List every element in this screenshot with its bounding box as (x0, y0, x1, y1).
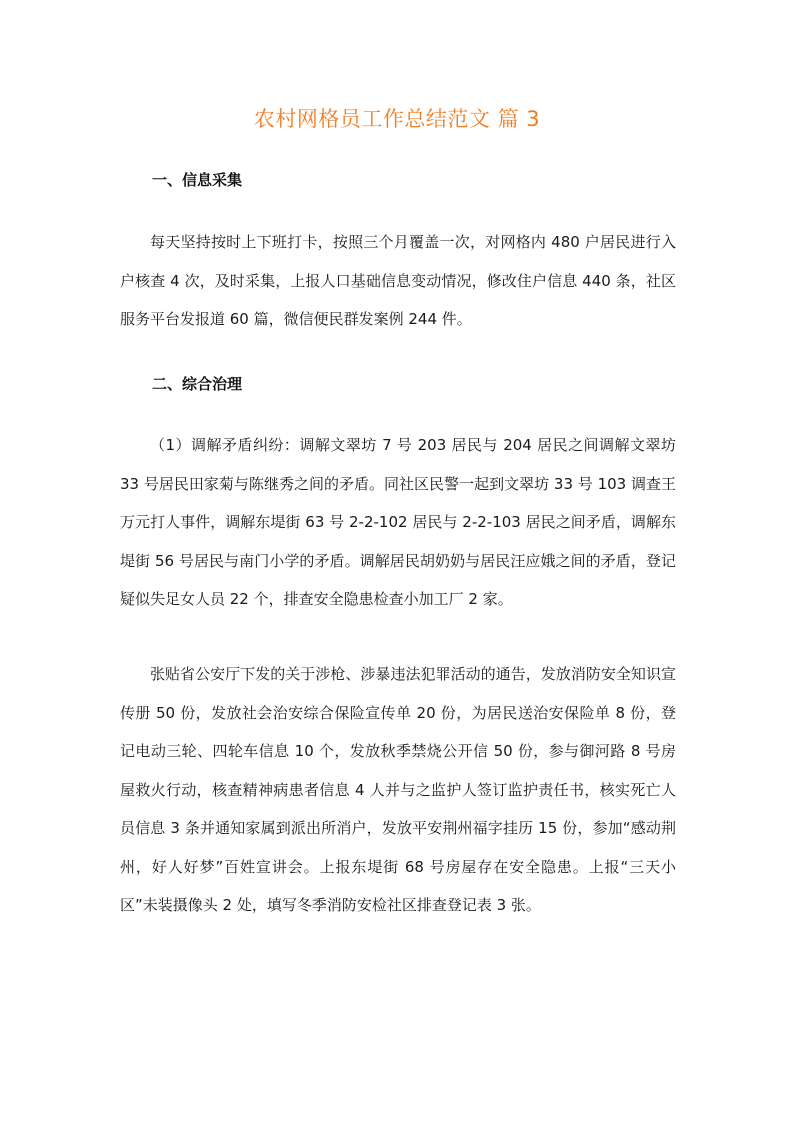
paragraph-info-collection: 每天坚持按时上下班打卡，按照三个月覆盖一次，对网格内 480 户居民进行入户核查 4 次，及时采集，上报人口基础信息变动情况，修改住户信息 440 条，社区服务平台发报道 60 篇，微信便民群发案例 244 件。 (120, 233, 676, 328)
document-title: 农村网格员工作总结范文 篇 3 (253, 107, 541, 131)
paragraph-dispute-mediation: （1）调解矛盾纠纷：调解文翠坊 7 号 203 居民与 204 居民之间调解文翠坊 33 号居民田家菊与陈继秀之间的矛盾。同社区民警一起到文翠坊 33 号 103 调查王万元打人事件，调解东堤街 63 号 2-2-102 居民与 2-2-103 居民之间矛盾，调解东堤街 56 号居民与南门小学的矛盾。调解居民胡奶奶与居民汪应娥之间的矛盾，登记疑似失足女人员 22 个，排查安全隐患检查小加工厂 2 家。 (120, 436, 676, 608)
section-heading-info-collection: 一、信息采集 (152, 171, 243, 189)
paragraph-public-safety: 张贴省公安厅下发的关于涉枪、涉暴违法犯罪活动的通告，发放消防安全知识宣传册 50 份，发放社会治安综合保险宣传单 20 份，为居民送治安保险单 8 份，登记电动三轮、四轮车信息 10 个，发放秋季禁烧公开信 50 份，参与御河路 8 号房屋救火行动，核查精神病患者信息 4 人并与之监护人签订监护责任书，核实死亡人员信息 3 条并通知家属到派出所消户，发放平安荆州福字挂历 15 份，参加“感动荆州，好人好梦”百姓宣讲会。上报东堤街 68 号房屋存在安全隐患。上报“三天小区”未装摄像头 2 处，填写冬季消防安检社区排查登记表 3 张。 (120, 665, 676, 914)
section-heading-comprehensive-governance: 二、综合治理 (152, 375, 243, 393)
